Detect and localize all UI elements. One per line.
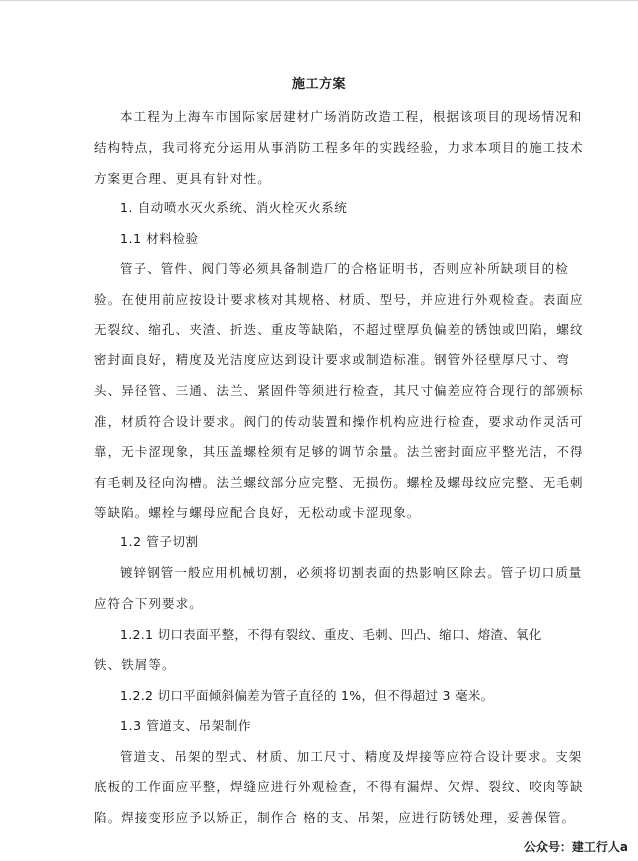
paragraph-line: 无裂纹、缩孔、夹渣、折迭、重皮等缺陷，不超过壁厚负偏差的锈蚀或凹陷，螺纹 bbox=[94, 322, 584, 337]
paragraph-line: 等缺陷。螺栓与螺母应配合良好，无松动或卡涩现象。 bbox=[94, 505, 421, 520]
paragraph-line: 1.2.2 切口平面倾斜偏差为管子直径的 1%，但不得超过 3 毫米。 bbox=[120, 688, 494, 703]
paragraph-line: 准，材质符合设计要求。阀门的传动装置和操作机构应进行检查，要求动作灵活可 bbox=[94, 414, 584, 429]
paragraph-line: 本工程为上海车市国际家居建材广场消防改造工程，根据该项目的现场情况和 bbox=[120, 109, 583, 124]
paragraph-line: 镀锌钢管一般应用机械切割，必须将切割表面的热影响区除去。管子切口质量 bbox=[120, 565, 583, 580]
watermark-text: 公众号：建工行人a bbox=[523, 840, 628, 854]
paragraph-line: 应符合下列要求。 bbox=[94, 596, 203, 611]
paragraph-line: 验。在使用前应按设计要求核对其规格、材质、型号，并应进行外观检查。表面应 bbox=[94, 292, 584, 307]
paragraph-line: 结构特点，我司将充分运用从事消防工程多年的实践经验，力求本项目的施工技术 bbox=[94, 140, 584, 155]
page-top-border bbox=[0, 0, 638, 1]
paragraph-line: 头、异径管、三通、法兰、紧固件等须进行检查，其尺寸偏差应符合现行的部颁标 bbox=[94, 383, 584, 398]
paragraph-line: 密封面良好，精度及光洁度应达到设计要求或制造标准。钢管外径壁厚尺寸、弯 bbox=[94, 352, 571, 367]
paragraph-line: 陷。焊接变形应予以矫正，制作合 格的支、吊架，应进行防锈处理，妥善保管。 bbox=[94, 810, 576, 825]
paragraph-line: 管道支、吊架的型式、材质、加工尺寸、精度及焊接等应符合设计要求。支架 bbox=[120, 749, 583, 764]
paragraph-line: 铁、铁屑等。 bbox=[94, 657, 176, 672]
paragraph-line: 底板的工作面应平整，焊缝应进行外观检查，不得有漏焊、欠焊、裂纹、咬肉等缺 bbox=[94, 779, 584, 794]
paragraph-line: 1.2.1 切口表面平整，不得有裂纹、重皮、毛刺、凹凸、缩口、熔渣、氧化 bbox=[120, 627, 542, 642]
paragraph-line: 管子、管件、阀门等必须具备制造厂的合格证明书，否则应补所缺项目的检 bbox=[120, 261, 569, 276]
section-heading: 1.3 管道支、吊架制作 bbox=[120, 718, 252, 733]
section-heading: 1.1 材料检验 bbox=[120, 231, 199, 246]
document-title: 施工方案 bbox=[291, 77, 346, 92]
section-heading: 1.2 管子切割 bbox=[120, 534, 199, 549]
section-heading: 1. 自动喷水灭火系统、消火栓灭火系统 bbox=[120, 200, 348, 215]
paragraph-line: 有毛刺及径向沟槽。法兰螺纹部分应完整、无损伤。螺栓及螺母纹应完整、无毛刺 bbox=[94, 475, 584, 490]
paragraph-line: 方案更合理、更具有针对性。 bbox=[94, 171, 271, 186]
paragraph-line: 靠，无卡涩现象，其压盖螺栓须有足够的调节余量。法兰密封面应平整光洁，不得 bbox=[94, 444, 584, 459]
